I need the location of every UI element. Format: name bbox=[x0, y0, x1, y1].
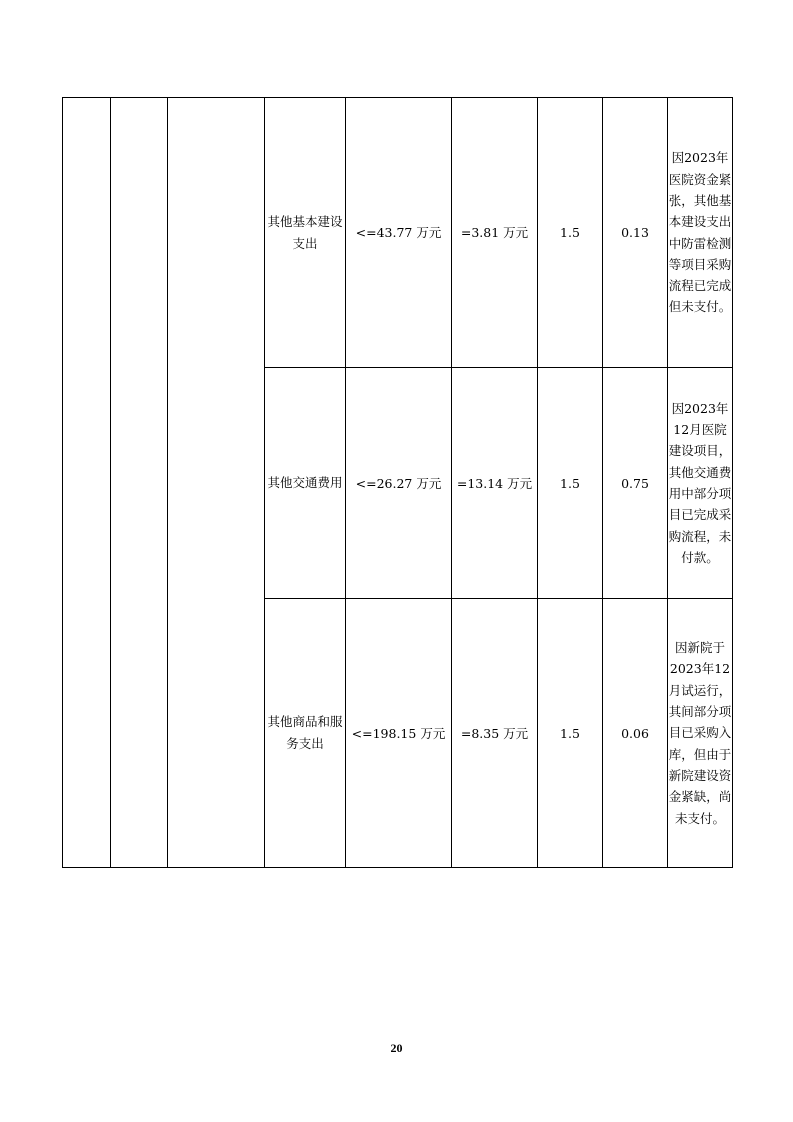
item-name-cell: 其他交通费用 bbox=[265, 368, 346, 599]
actual-value-cell: =3.81 万元 bbox=[452, 98, 538, 368]
score-cell: 0.75 bbox=[603, 368, 668, 599]
merged-cell-col1 bbox=[63, 98, 111, 868]
deviation-reason-cell: 因2023年12月医院建设项目，其他交通费用中部分项目已完成采购流程，未付款。 bbox=[668, 368, 733, 599]
merged-cell-col3 bbox=[168, 98, 265, 868]
weight-cell: 1.5 bbox=[538, 368, 603, 599]
deviation-reason-cell: 因2023年医院资金紧张，其他基本建设支出中防雷检测等项目采购流程已完成但未支付。 bbox=[668, 98, 733, 368]
target-value-cell: <=26.27 万元 bbox=[346, 368, 452, 599]
deviation-reason-cell: 因新院于2023年12月试运行，其间部分项目已采购入库，但由于新院建设资金紧缺，尚未支付。 bbox=[668, 599, 733, 868]
weight-cell: 1.5 bbox=[538, 98, 603, 368]
target-value-cell: <=198.15 万元 bbox=[346, 599, 452, 868]
actual-value-cell: =13.14 万元 bbox=[452, 368, 538, 599]
actual-value-cell: =8.35 万元 bbox=[452, 599, 538, 868]
merged-cell-col2 bbox=[111, 98, 168, 868]
performance-table bbox=[62, 97, 733, 868]
item-name-cell: 其他基本建设支出 bbox=[265, 98, 346, 368]
item-name-cell: 其他商品和服务支出 bbox=[265, 599, 346, 868]
weight-cell: 1.5 bbox=[538, 599, 603, 868]
score-cell: 0.06 bbox=[603, 599, 668, 868]
score-cell: 0.13 bbox=[603, 98, 668, 368]
page-number: 20 bbox=[390, 1041, 403, 1055]
target-value-cell: <=43.77 万元 bbox=[346, 98, 452, 368]
table-row bbox=[63, 98, 733, 368]
